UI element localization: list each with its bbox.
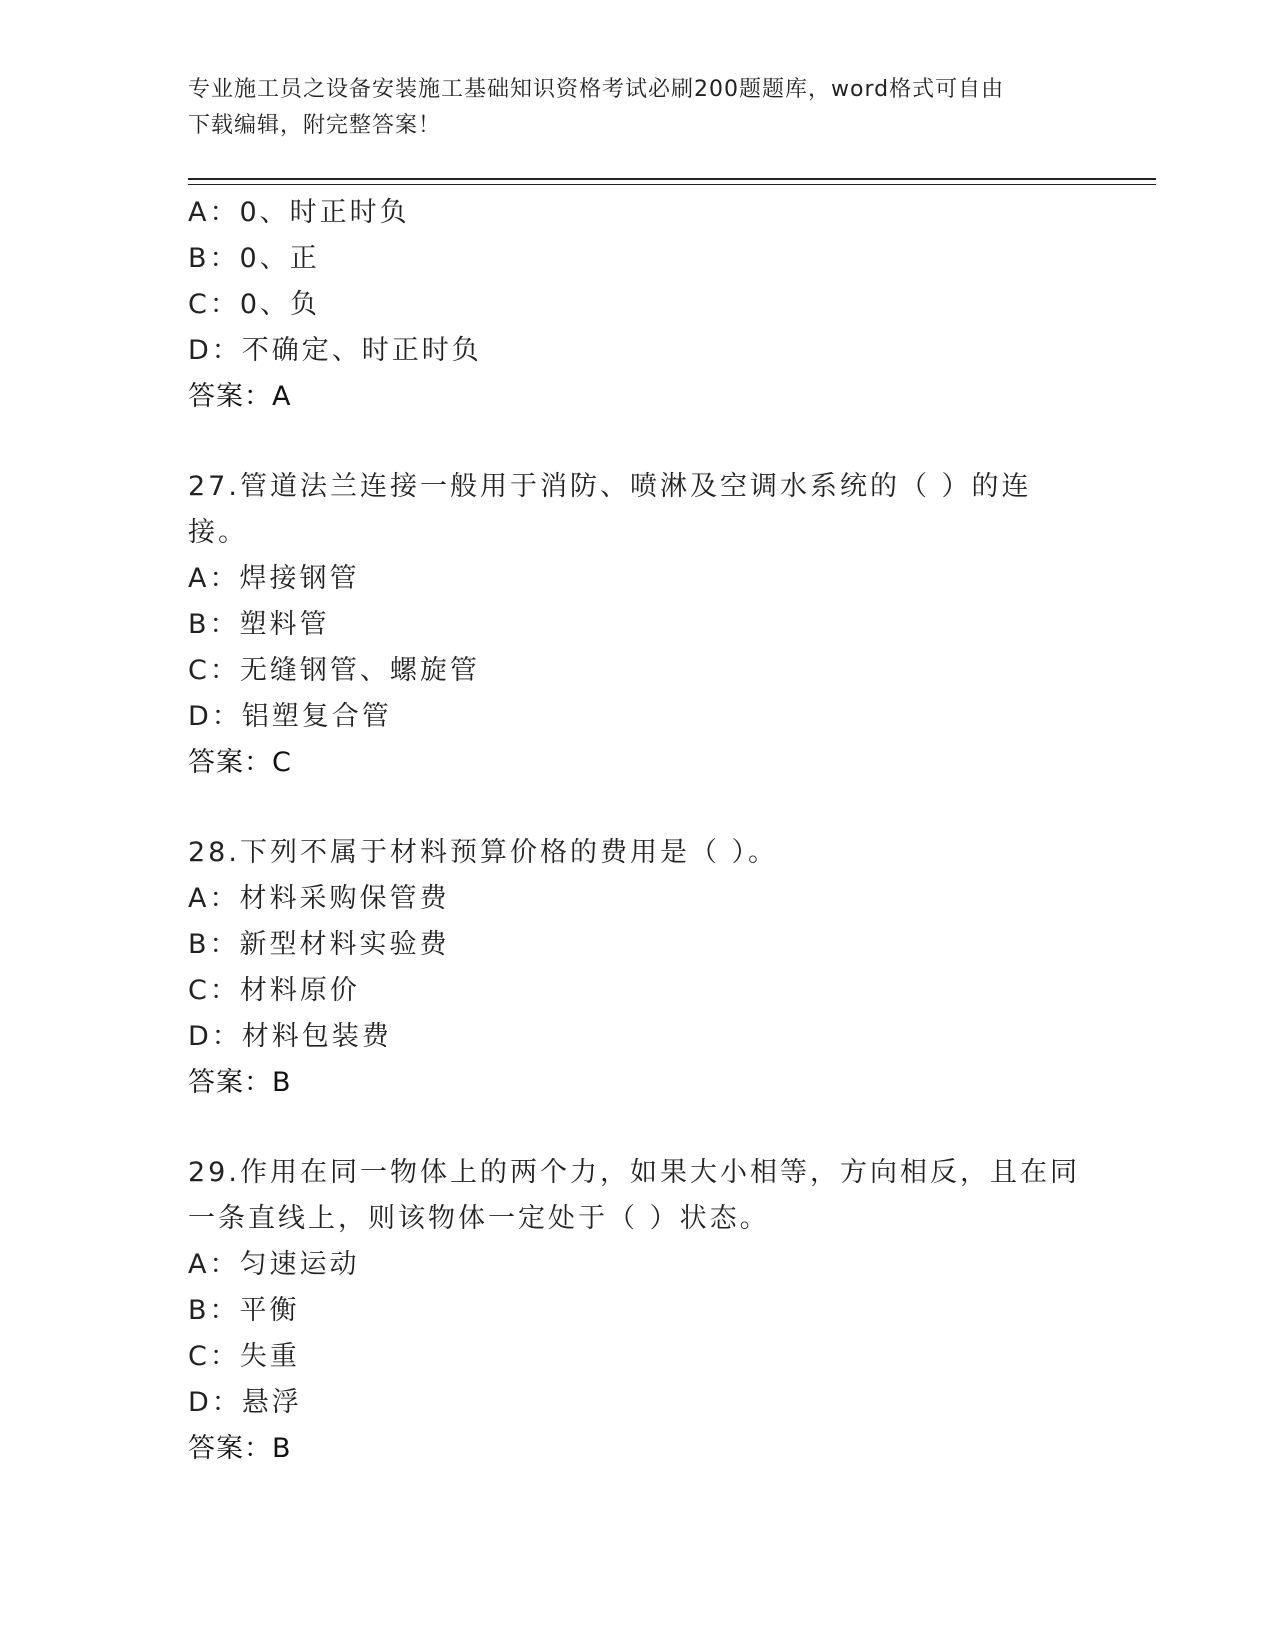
question-stem: 27.管道法兰连接一般用于消防、喷淋及空调水系统的（ ）的连接。 — [188, 471, 1032, 548]
question-27 — [188, 464, 1088, 786]
question-26 — [188, 190, 1088, 420]
answer-line: 答案：B — [188, 1433, 292, 1464]
option-d: D：材料包装费 — [188, 1021, 392, 1052]
header-divider — [188, 178, 1156, 180]
question-list — [188, 190, 1088, 1472]
option-b: B：0、正 — [188, 243, 320, 274]
option-c: C：无缝钢管、螺旋管 — [188, 655, 480, 686]
question-28 — [188, 830, 1088, 1106]
option-c: C：0、负 — [188, 289, 321, 320]
option-a: A：焊接钢管 — [188, 563, 360, 594]
header-line-2: 下载编辑，附完整答案！ — [188, 113, 442, 138]
option-d: D：不确定、时正时负 — [188, 335, 482, 366]
option-a: A：材料采购保管费 — [188, 883, 450, 914]
option-a: A：匀速运动 — [188, 1249, 360, 1280]
question-stem: 29.作用在同一物体上的两个力，如果大小相等，方向相反，且在同一条直线上，则该物体一定处于（ ）状态。 — [188, 1157, 1080, 1234]
option-d: D：铝塑复合管 — [188, 701, 392, 732]
header-line-1: 专业施工员之设备安装施工基础知识资格考试必刷200题题库，word格式可自由 — [188, 77, 1005, 102]
document-header — [188, 72, 1088, 144]
option-a: A：0、时正时负 — [188, 197, 410, 228]
answer-line: 答案：C — [188, 747, 292, 778]
header-divider-thin — [188, 184, 1156, 185]
option-c: C：失重 — [188, 1341, 300, 1372]
option-b: B：新型材料实验费 — [188, 929, 450, 960]
option-d: D：悬浮 — [188, 1387, 302, 1418]
option-b: B：平衡 — [188, 1295, 300, 1326]
answer-line: 答案：B — [188, 1067, 292, 1098]
question-29 — [188, 1150, 1088, 1472]
option-b: B：塑料管 — [188, 609, 330, 640]
question-stem: 28.下列不属于材料预算价格的费用是（ ）。 — [188, 837, 779, 868]
answer-line: 答案：A — [188, 381, 292, 412]
option-c: C：材料原价 — [188, 975, 360, 1006]
